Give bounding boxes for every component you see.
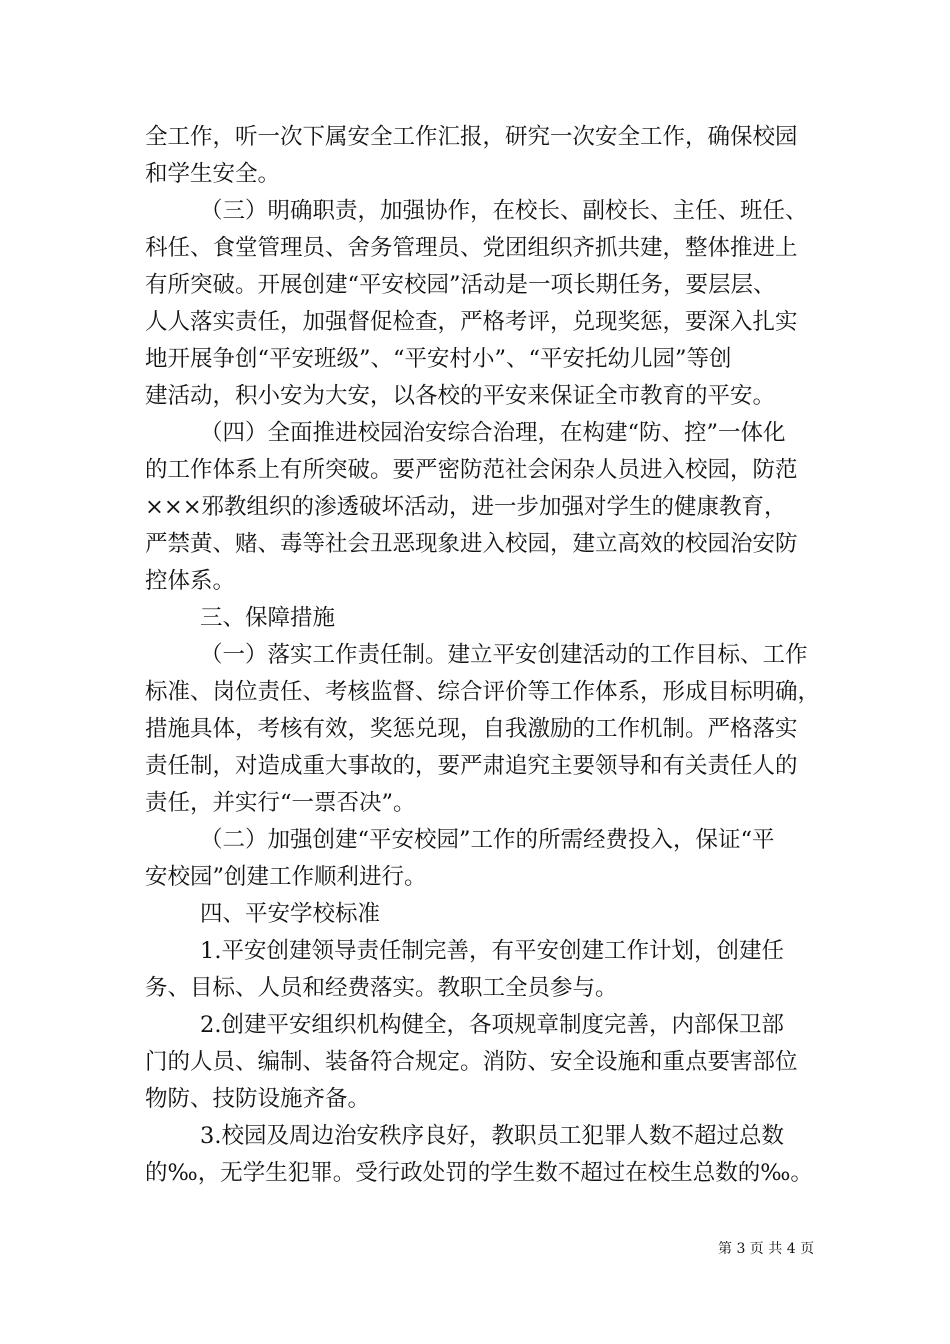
text-line: 全工作，听一次下属安全工作汇报，研究一次安全工作，确保校园	[145, 124, 798, 150]
text-line: 地开展争创“平安班级”、“平安村小”、“平安托幼儿园”等创	[145, 346, 732, 372]
text-line: 物防、技防设施齐备。	[145, 1086, 371, 1112]
text-line: （一）落实工作责任制。建立平安创建活动的工作目标、工作	[200, 642, 808, 668]
text-line: 安校园”创建工作顺利进行。	[145, 864, 427, 890]
section-heading: 四、平安学校标准	[200, 901, 381, 927]
text-line: 控体系。	[145, 568, 236, 594]
text-line: 责任制，对造成重大事故的，要严肃追究主要领导和有关责任人的	[145, 753, 798, 779]
text-line: ×××邪教组织的渗透破坏活动，进一步加强对学生的健康教育，	[145, 494, 787, 520]
text-line: 的‰，无学生犯罪。受行政处罚的学生数不超过在校生总数的‰。	[145, 1160, 813, 1186]
text-line: 2.创建平安组织机构健全，各项规章制度完善，内部保卫部	[200, 1012, 784, 1038]
page-number: 第 3 页 共 4 页	[718, 1241, 815, 1257]
text-line: （三）明确职责，加强协作，在校长、副校长、主任、班任、	[200, 198, 808, 224]
text-line: 门的人员、编制、装备符合规定。消防、安全设施和重点要害部位	[145, 1049, 798, 1075]
text-line: （二）加强创建“平安校园”工作的所需经费投入，保证“平	[200, 827, 775, 853]
text-line: 科任、食堂管理员、舍务管理员、党团组织齐抓共建，整体推进上	[145, 235, 798, 261]
text-line: 措施具体，考核有效，奖惩兑现，自我激励的工作机制。严格落实	[145, 716, 798, 742]
text-line: 3.校园及周边治安秩序良好，教职员工犯罪人数不超过总数	[200, 1123, 784, 1149]
text-line: 的工作体系上有所突破。要严密防范社会闲杂人员进入校园，防范	[145, 457, 798, 483]
text-line: 标准、岗位责任、考核监督、综合评价等工作体系，形成目标明确，	[145, 679, 821, 705]
text-line: 建活动，积小安为大安，以各校的平安来保证全市教育的平安。	[145, 383, 776, 409]
text-line: 务、目标、人员和经费落实。教职工全员参与。	[145, 975, 618, 1001]
section-heading: 三、保障措施	[200, 605, 336, 631]
text-line: 有所突破。开展创建“平安校园”活动是一项长期任务，要层层、	[145, 272, 776, 298]
text-line: 和学生安全。	[145, 161, 281, 187]
text-line: 人人落实责任，加强督促检查，严格考评，兑现奖惩，要深入扎实	[145, 309, 798, 335]
text-line: 严禁黄、赌、毒等社会丑恶现象进入校园，建立高效的校园治安防	[145, 531, 798, 557]
text-line: 责任，并实行“一票否决”。	[145, 790, 416, 816]
text-line: （四）全面推进校园治安综合治理，在构建“防、控”一体化	[200, 420, 786, 446]
text-line: 1.平安创建领导责任制完善，有平安创建工作计划，创建任	[200, 938, 784, 964]
